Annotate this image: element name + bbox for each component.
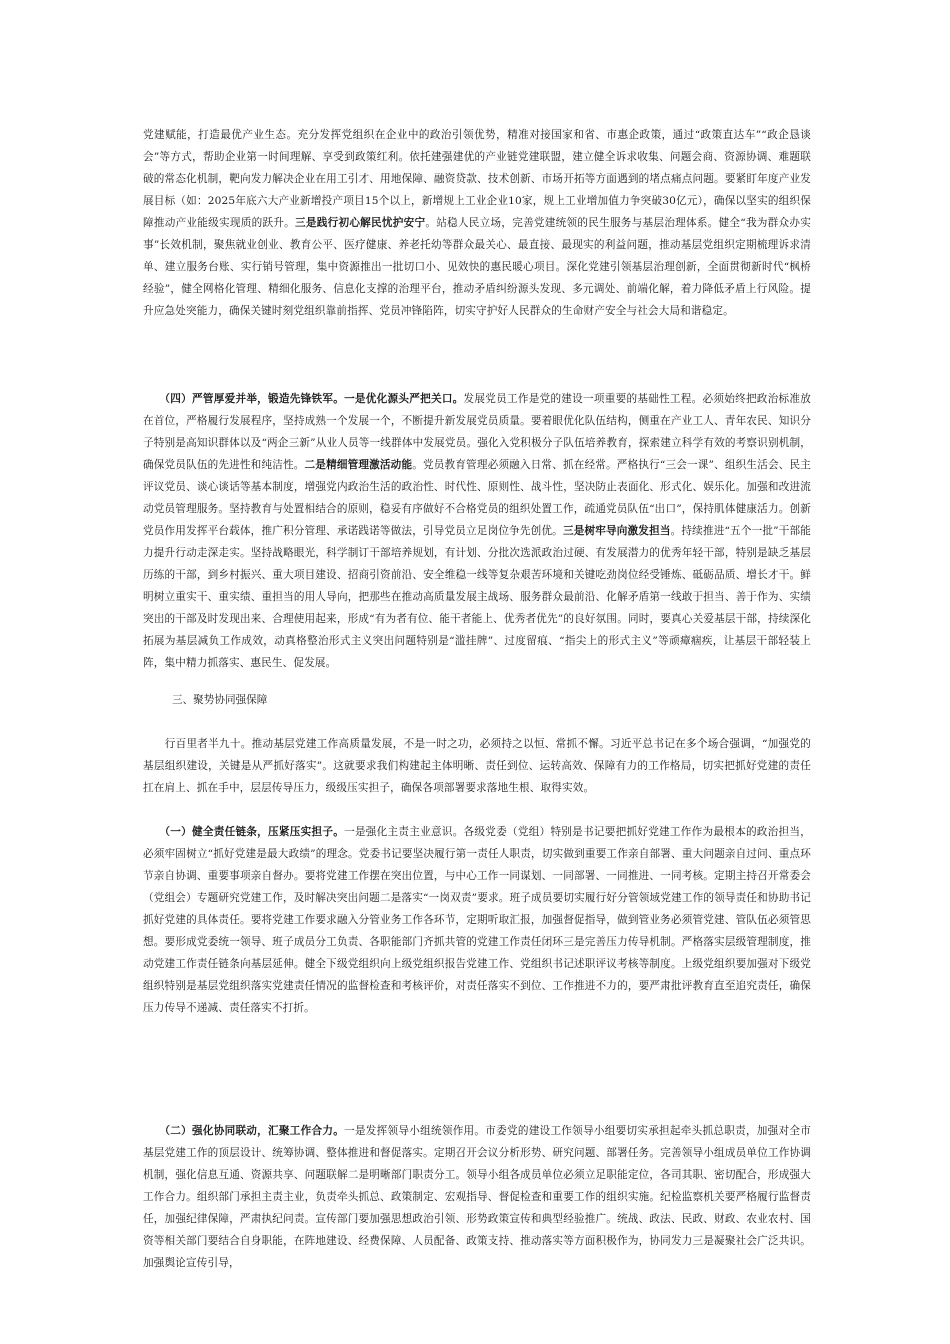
text-segment: 一是强化主责主业意识。各级党委（党组）特别是书记要把抓好党建工作作为最根本的政治担当，必须牢固树立“抓好党建是最大政绩”的理念。党委书记要坚决履行第一责任人职责，切实做到重要工作亲自部署、重大问题亲自过问、重点环节亲自协调、重要事项亲自督办。要将党建工作摆在突出位置，与中心工作一同谋划、一同部署、一同推进、一同考核。定期主持召开常委会（党组会）专题研究党建工作，及时解决突出问题二是落实“一岗双责”要求。班子成员要切实履行好分管领域党建工作的领导责任和协助书记抓好党建的具体责任。要将党建工作要求融入分管业务工作各环节，定期听取汇报，加强督促指导，做到管业务必须管党建、管队伍必须管思想。要形成党委统一领导、班子成员分工负责、各职能部门齐抓共管的党建工作责任闭环三是完善压力传导机制。严格落实层级管理制度，推动党建工作责任链条向基层延伸。健全下级党组织向上级党组织报告党建工作、党组织书记述职评议考核等制度。上级党组织要加强对下级党组织特别是基层党组织落实党建责任情况的监督检查和考核评价，对责任落实不到位、工作推进不力的，要严肃批评教育直至追究责任，确保压力传导不递减、责任落实不打折。 [143,826,811,1014]
text-segment: 。持续推进“五个一批”干部能力提升行动走深走实。坚持战略眼光，科学制订干部培养规划，有计划、分批次选派政治过硬、有发展潜力的优秀年轻干部，特别是缺乏基层历练的干部，到乡村振兴、重大项目建设、招商引资前沿、安全维稳一线等复杂艰苦环境和关键吃劲岗位经受锤炼、砥砺品质、增长才干。鲜明树立重实干、重实绩、重担当的用人导向，把那些在推动高质量发展主战场、服务群众最前沿、化解矛盾第一线敢于担当、善于作为、实绩突出的干部及时发现出来、合理使用起来，形成“有为者有位、能干者能上、优秀者优先”的良好氛围。同时，要真心关爱基层干部，持续深化拓展为基层减负工作成效，动真格整治形式主义突出问题特别是“滥挂牌”、过度留痕、“指尖上的形式主义”等顽瘴痼疾，让基层干部轻装上阵，集中精力抓落实、惠民生、促发展。 [143,525,811,669]
heading-text: 三、聚势协同强保障 [172,694,268,706]
paragraph-strict-management [143,388,811,674]
bold-subheading: 三是树牢导向激发担当 [562,525,671,537]
bold-subheading: 二是精细管理激活动能 [304,459,413,471]
text-segment: 党建赋能，打造最优产业生态。充分发挥党组织在企业中的政治引领优势，精准对接国家和省、市惠企政策，通过“政策直达车”“政企恳谈会”等方式，帮助企业第一时间理解、享受到政策红利。依托建强建优的产业链党建联盟，建立健全诉求收集、问题会商、资源协调、难题联破的常态化机制，靶向发力解决企业在用工引才、用地保障、融资贷款、技术创新、市场开拓等方面遇到的堵点痛点问题。要紧盯年度产业发展目标（如：2025年底六大产业新增投产项目15个以上，新增规上工业企业10家，规上工业增加值力争突破30亿元），确保以坚实的组织保障推动产业能级实现质的跃升。 [143,129,811,229]
bold-subheading: （一）健全责任链条，压紧压实担子。 [143,826,345,838]
bold-subheading: （四）严管厚爱并举，锻造先锋铁军。一是优化源头严把关口。 [143,393,464,405]
text-segment: 。站稳人民立场，完善党建统领的民生服务与基层治理体系。健全“我为群众办实事”长效机制，聚焦就业创业、教育公平、医疗健康、养老托幼等群众最关心、最直接、最现实的利益问题，推动基层党组织定期梳理诉求清单、建立服务台账、实行销号管理，集中资源推出一批切口小、见效快的惠民暖心项目。深化党建引领基层治理创新，全面贯彻新时代“枫桥经验”，健全网格化管理、精细化服务、信息化支撑的治理平台，推动矛盾纠纷源头发现、多元调处、前端化解，着力降低矛盾上行风险。提升应急处突能力，确保关键时刻党组织靠前指挥、党员冲锋陷阵，切实守护好人民群众的生命财产安全与社会大局和谐稳定。 [143,217,811,317]
text-segment: 行百里者半九十。推动基层党建工作高质量发展，不是一时之功，必须持之以恒、常抓不懈。习近平总书记在多个场合强调，“加强党的基层组织建设，关键是从严抓好落实”。这就要求我们构建起主体明晰、责任到位、运转高效、保障有力的工作格局，切实把抓好党建的责任扛在肩上、抓在手中，层层传导压力，级级压实担子，确保各项部署要求落地生根、取得实效。 [143,738,811,794]
paragraph-responsibility-chain [143,821,811,1019]
section-heading [172,689,267,711]
paragraph-coordination [143,1120,811,1274]
text-segment: 发展党员工作是党的建设一项重要的基础性工程。必须始终把政治标准放在首位，严格履行发展程序，坚持成熟一个发展一个，不断提升新发展党员质量。要着眼优化队伍结构，侧重在产业工人、青年农民、知识分子特别是高知识群体以及“两企三新”从业人员等一线群体中发展党员。强化入党积极分子队伍培养教育，探索建立科学有效的考察识别机制，确保党员队伍的先进性和纯洁性。 [143,393,811,471]
text-segment: 。党员教育管理必须融入日常、抓在经常。严格执行“三会一课”、组织生活会、民主评议党员、谈心谈话等基本制度，增强党内政治生活的政治性、时代性、原则性、战斗性，坚决防止表面化、形式化、娱乐化。加强和改进流动党员管理服务。坚持教育与处置相结合的原则，稳妥有序做好不合格党员的组织处置工作，疏通党员队伍“出口”，保持肌体健康活力。创新党员作用发挥平台载体，推广积分管理、承诺践诺等做法，引导党员立足岗位争先创优。 [143,459,812,537]
bold-subheading: （二）强化协同联动，汇聚工作合力。 [143,1125,345,1137]
paragraph-industry-ecosystem [143,124,811,322]
bold-subheading: 三是践行初心解民忧护安宁 [295,217,426,229]
text-segment: 一是发挥领导小组统领作用。市委党的建设工作领导小组要切实承担起牵头抓总职责，加强对全市基层党建工作的顶层设计、统筹协调、整体推进和督促落实。定期召开会议分析形势、研究问题、部署任务。完善领导小组成员单位工作协调机制，强化信息互通、资源共享、问题联解二是明晰部门职责分工。领导小组各成员单位必须立足职能定位，各司其职、密切配合，形成强大工作合力。组织部门承担主责主业，负责牵头抓总、政策制定、宏观指导、督促检查和重要工作的组织实施。纪检监察机关要严格履行监督责任，加强纪律保障，严肃执纪问责。宣传部门要加强思想政治引领、形势政策宣传和典型经验推广。统战、政法、民政、财政、农业农村、国资等相关部门要结合自身职能，在阵地建设、经费保障、人员配备、政策支持、推动落实等方面积极作为，协同发力三是凝聚社会广泛共识。加强舆论宣传引导， [143,1125,811,1269]
paragraph-section-intro [143,733,811,799]
